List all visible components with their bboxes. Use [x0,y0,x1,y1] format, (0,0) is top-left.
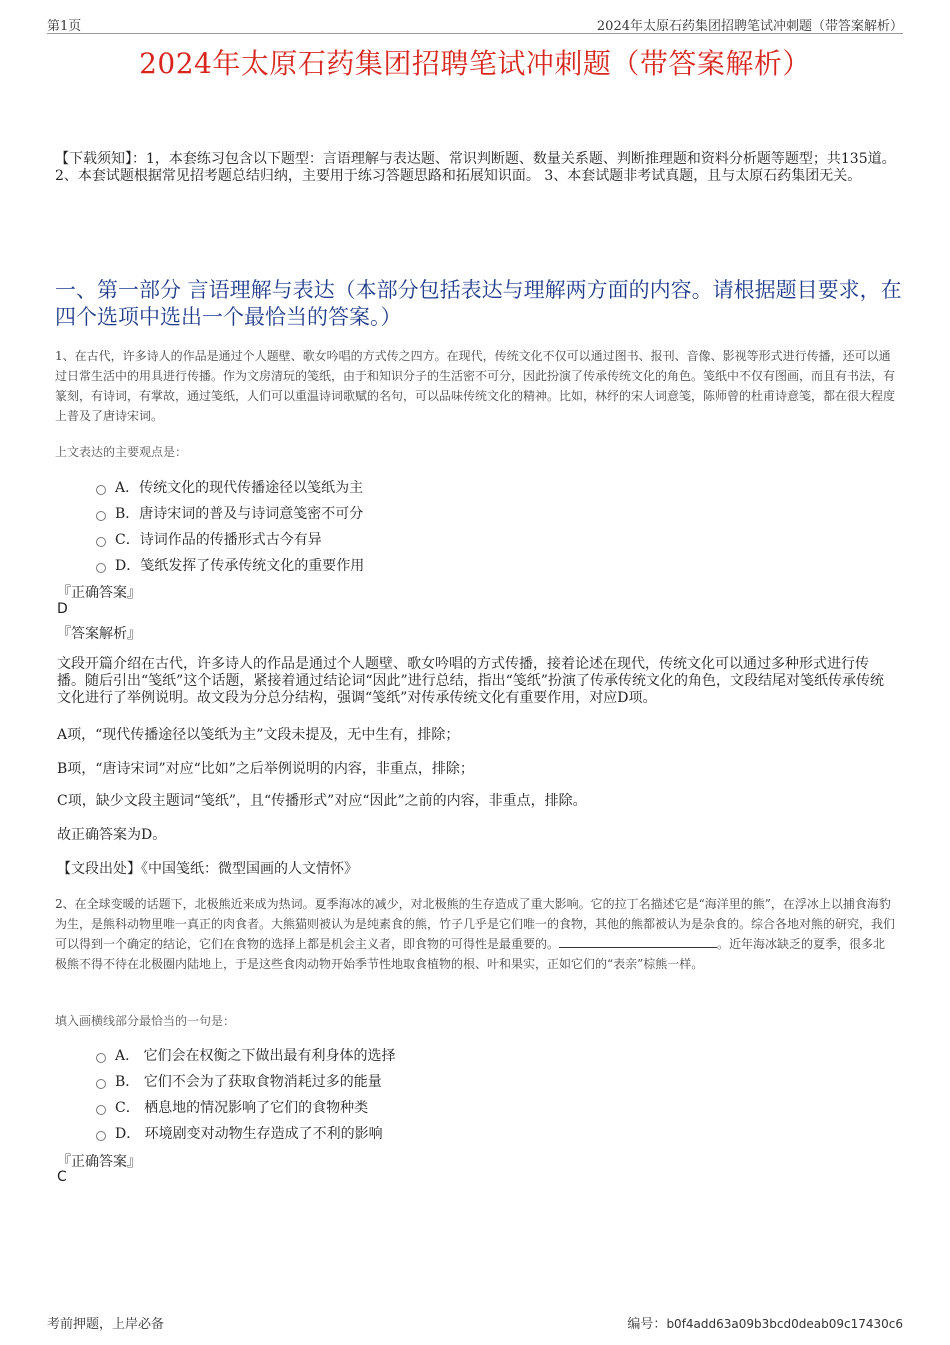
option-label: C． 栖息地的情况影响了它们的食物种类 [115,1100,369,1116]
option-label: A． 它们会在权衡之下做出最有利身体的选择 [115,1048,396,1064]
q1-option-c[interactable] [96,529,322,549]
q1-analysis-conclusion: 故正确答案为D。 [57,827,167,843]
q2-answer-label: 『正确答案』 [57,1154,141,1170]
section-title: 一、第一部分 言语理解与表达（本部分包括表达与理解两方面的内容。请根据题目要求，在四个选项中选出一个最恰当的答案。） [55,278,902,329]
option-label: A．传统文化的现代传播途径以笺纸为主 [115,480,364,496]
q1-stem: 1、在古代，许多诗人的作品是通过个人题壁、歌女吟唱的方式传之四方。在现代，传统文化不仅可以通过图书、报刊、音像、影视等形式进行传播，还可以通过日常生活中的用具进行传播。作为文房清玩的笺纸，由于和知识分子的生活密不可分，因此扮演了传承传统文化的角色。笺纸中不仅有图画，而且有书法，有篆刻，有诗词，有掌故，通过笺纸，人们可以重温诗词歌赋的名句，可以品味传统文化的精神。比如，林纾的宋人词意笺，陈师曾的杜甫诗意笺，都在很大程度上普及了唐诗宋词。 [55,349,896,423]
q2-prompt: 填入画横线部分最恰当的一句是： [55,1014,236,1028]
radio-icon[interactable] [96,1079,106,1089]
footer-code-label: 编号： [627,1317,667,1332]
footer-code [627,1313,903,1332]
q1-option-b[interactable] [96,503,363,523]
footer-slogan: 考前押题，上岸必备 [47,1317,165,1332]
q2-stem [55,894,895,974]
q1-answer-value: D [57,601,68,617]
q2-option-a[interactable] [96,1045,396,1065]
fill-in-blank[interactable] [559,935,717,948]
radio-icon[interactable] [96,1131,106,1141]
q2-answer-value: C [57,1169,67,1185]
q2-stem-text-b: 。近年海冰缺乏的夏季，很多北极熊不得不待在北极圈内陆地上，于是这些食肉动物开始季节性地取食植物的根、叶和果实，正如它们的“表亲”棕熊一样。 [55,937,886,971]
radio-icon[interactable] [96,511,106,521]
q1-analysis-label: 『答案解析』 [57,626,141,642]
q2-option-b[interactable] [96,1071,382,1091]
header-doc-title: 2024年太原石药集团招聘笔试冲刺题（带答案解析） [596,19,903,34]
q1-analysis-line-b: B项，“唐诗宋词”对应“比如”之后举例说明的内容，非重点，排除； [57,761,474,777]
option-label: D．笺纸发挥了传承传统文化的重要作用 [115,558,365,574]
q2-option-c[interactable] [96,1097,368,1117]
option-label: C．诗词作品的传播形式古今有异 [115,532,322,548]
q1-analysis-line-c: C项，缺少文段主题词“笺纸”，且“传播形式”对应“因此”之前的内容，非重点，排除。 [57,793,587,809]
q2-option-d[interactable] [96,1123,383,1143]
q1-analysis-paragraph: 文段开篇介绍在古代，许多诗人的作品是通过个人题壁、歌女吟唱的方式传播，接着论述在现代，传统文化可以通过多种形式进行传播。随后引出“笺纸”这个话题，紧接着通过结论词“因此”进行总结，指出“笺纸”扮演了传承传统文化的角色，文段结尾对笺纸传承传统文化进行了举例说明。故文段为分总分结构，强调“笺纸”对传承传统文化有重要作用，对应D项。 [57,656,884,706]
radio-icon[interactable] [96,1105,106,1115]
radio-icon[interactable] [96,485,106,495]
radio-icon[interactable] [96,563,106,573]
q1-option-d[interactable] [96,555,364,575]
header-divider [47,33,903,34]
option-label: B．唐诗宋词的普及与诗词意笺密不可分 [115,506,364,522]
option-label: B． 它们不会为了获取食物消耗过多的能量 [115,1074,382,1090]
q1-answer-label: 『正确答案』 [57,585,141,601]
q1-source: 【文段出处】《中国笺纸：微型国画的人文情怀》 [57,861,358,877]
option-label: D． 环境剧变对动物生存造成了不利的影响 [115,1126,383,1142]
q1-option-a[interactable] [96,477,363,497]
q2-stem-text-a: 2、在全球变暖的话题下，北极熊近来成为热词。夏季海冰的减少，对北极熊的生存造成了重大影响。它的拉丁名描述它是“海洋里的熊”，在浮冰上以捕食海豹为生，是熊科动物里唯一真正的肉食者。大熊猫则被认为是纯素食的熊，竹子几乎是它们唯一的食物，其他的熊都被认为是杂食的。综合各地对熊的研究，我们可以得到一个确定的结论，它们在食物的选择上都是机会主义者，即食物的可得性是最重要的。 [55,897,896,951]
footer-code-value: b0f4add63a09b3bcd0deab09c17430c6 [666,1317,903,1331]
header-page-number: 第1页 [47,19,82,34]
page-title: 2024年太原石药集团招聘笔试冲刺题（带答案解析） [139,47,811,80]
radio-icon[interactable] [96,1053,106,1063]
q1-analysis-line-a: A项，“现代传播途径以笺纸为主”文段未提及，无中生有，排除； [57,727,460,743]
download-notice: 【下载须知】：1，本套练习包含以下题型：言语理解与表达题、常识判断题、数量关系题、判断推理题和资料分析题等题型；共135道。 2、本套试题根据常见招考题总结归纳，主要用于练习答题思路和拓展知识面。 3、本套试题非考试真题，且与太原石药集团无关。 [55,151,896,184]
radio-icon[interactable] [96,537,106,547]
q1-prompt: 上文表达的主要观点是： [55,445,188,459]
